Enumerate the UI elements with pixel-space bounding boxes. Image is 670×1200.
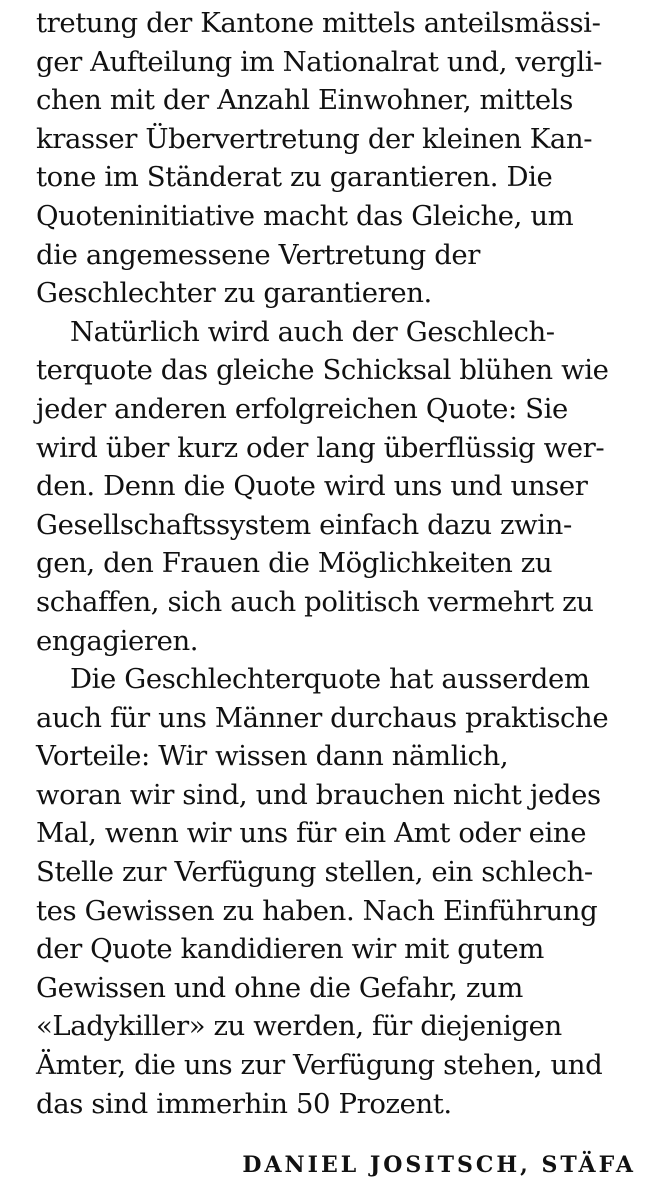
text-line: Ämter, die uns zur Verfügung stehen, und xyxy=(36,1049,603,1082)
text-line: krasser Übervertretung der kleinen Kan- xyxy=(36,122,593,155)
text-line: Stelle zur Verfügung stellen, ein schlech- xyxy=(36,856,593,889)
text-line: auch für uns Männer durchaus praktische xyxy=(36,701,609,734)
text-line: tone im Ständerat zu garantieren. Die xyxy=(36,161,553,194)
text-line: engagieren. xyxy=(36,624,199,657)
text-line: Gewissen und ohne die Gefahr, zum xyxy=(36,971,523,1004)
text-line: tretung der Kantone mittels anteilsmässi- xyxy=(36,7,601,39)
text-line: die angemessene Vertretung der xyxy=(36,238,481,271)
text-line: woran wir sind, und brauchen nicht jedes xyxy=(36,778,601,811)
text-line: den. Denn die Quote wird uns und unser xyxy=(36,470,588,503)
text-line: Die Geschlechterquote hat ausserdem xyxy=(70,663,590,696)
paragraph-1 xyxy=(36,4,636,313)
text-line: das sind immerhin 50 Prozent. xyxy=(36,1087,452,1120)
text-line: Geschlechter zu garantieren. xyxy=(36,277,432,310)
text-line: gen, den Frauen die Möglichkeiten zu xyxy=(36,547,553,580)
text-line: chen mit der Anzahl Einwohner, mittels xyxy=(36,84,573,117)
text-line: Mal, wenn wir uns für ein Amt oder eine xyxy=(36,817,587,850)
text-line: Natürlich wird auch der Geschlech- xyxy=(70,315,555,348)
author-signature: DANIEL JOSITSCH, STÄFA xyxy=(242,1152,636,1178)
paragraph-3 xyxy=(36,660,636,1123)
paragraph-2 xyxy=(36,313,636,660)
text-line: «Ladykiller» zu werden, für diejenigen xyxy=(36,1010,562,1043)
text-line: jeder anderen erfolgreichen Quote: Sie xyxy=(36,392,568,425)
text-line: terquote das gleiche Schicksal blühen wie xyxy=(36,354,609,387)
text-line: der Quote kandidieren wir mit gutem xyxy=(36,933,544,966)
text-line: tes Gewissen zu haben. Nach Einführung xyxy=(36,894,598,927)
text-line: Gesellschaftssystem einfach dazu zwin- xyxy=(36,508,572,541)
text-line: ger Aufteilung im Nationalrat und, vergli- xyxy=(36,45,603,78)
text-line: wird über kurz oder lang überflüssig wer- xyxy=(36,431,605,464)
text-line: Quoteninitiative macht das Gleiche, um xyxy=(36,199,574,232)
article-body xyxy=(36,4,636,1123)
text-line: Vorteile: Wir wissen dann nämlich, xyxy=(36,740,509,773)
text-line: schaffen, sich auch politisch vermehrt zu xyxy=(36,585,594,618)
